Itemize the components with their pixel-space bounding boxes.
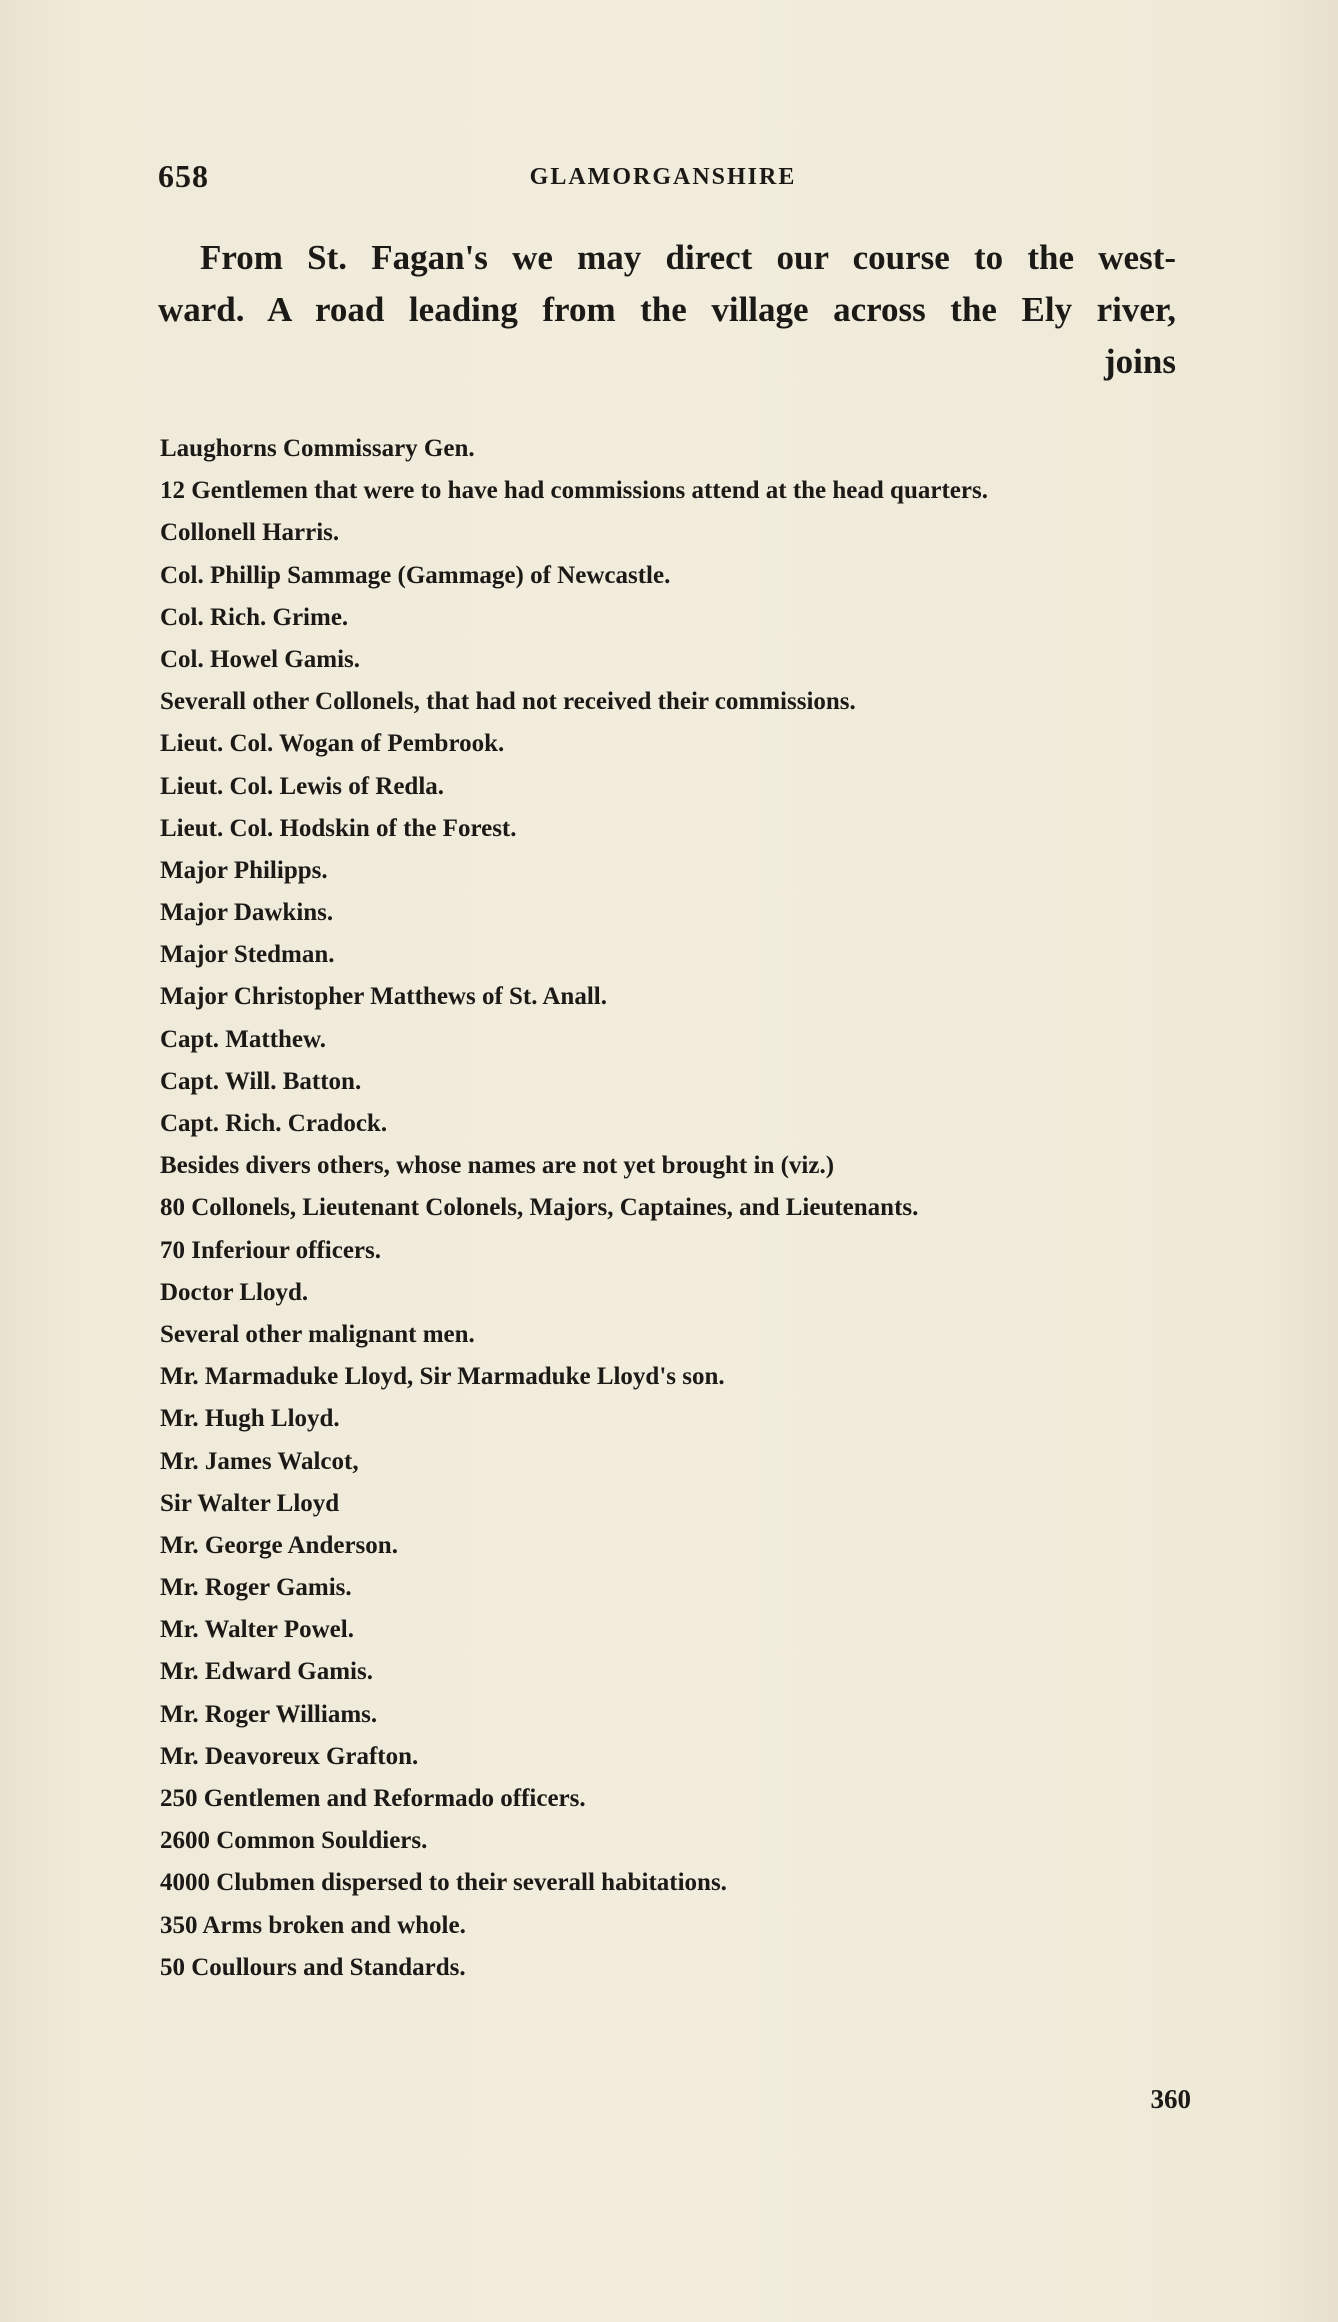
page-header xyxy=(158,158,1168,198)
list-item: 250 Gentlemen and Reformado officers. xyxy=(160,1785,586,1812)
list-item: Sir Walter Lloyd xyxy=(160,1489,340,1517)
list-item: Mr. Roger Gamis. xyxy=(160,1574,352,1602)
list-item: Mr. George Anderson. xyxy=(160,1531,398,1559)
list-item: Doctor Lloyd. xyxy=(160,1278,309,1306)
list-item: Mr. Roger Williams. xyxy=(160,1700,378,1728)
intro-line: joins xyxy=(1104,342,1176,381)
list-item: Mr. Deavoreux Grafton. xyxy=(160,1742,419,1770)
running-title: GLAMORGANSHIRE xyxy=(529,164,797,190)
list-item: Major Stedman. xyxy=(160,941,335,969)
list-item: Lieut. Col. Hodskin of the Forest. xyxy=(160,814,517,842)
list-item: Lieut. Col. Wogan of Pembrook. xyxy=(160,730,505,758)
list-item: Severall other Collonels, that had not received their commissions. xyxy=(160,688,856,716)
list-item: Laughorns Commissary Gen. xyxy=(160,435,475,462)
list-item: 350 Arms broken and whole. xyxy=(160,1911,466,1939)
list-item: Col. Rich. Grime. xyxy=(160,603,349,631)
list-item: 12 Gentlemen that were to have had commissions attend at the head quarters. xyxy=(160,477,988,505)
list-item: Capt. Rich. Cradock. xyxy=(160,1110,388,1137)
list-item: 80 Collonels, Lieutenant Colonels, Majors, Captaines, and Lieutenants. xyxy=(160,1194,919,1222)
page-number: 658 xyxy=(158,158,209,194)
list-item: 50 Coullours and Standards. xyxy=(160,1953,466,1981)
list-item: Mr. Edward Gamis. xyxy=(160,1658,373,1686)
list-item: Capt. Matthew. xyxy=(160,1025,326,1053)
list-item: Major Christopher Matthews of St. Anall. xyxy=(160,983,607,1011)
catchword: 360 xyxy=(1150,2084,1191,2114)
list-item: 70 Inferiour officers. xyxy=(160,1236,382,1264)
list-item: Besides divers others, whose names are not yet brought in (viz.) xyxy=(160,1152,835,1180)
list-item: Mr. Marmaduke Lloyd, Sir Marmaduke Lloyd's son. xyxy=(160,1363,725,1391)
list-item: Major Dawkins. xyxy=(160,899,334,927)
list-item: Major Philipps. xyxy=(160,856,328,884)
intro-line: From St. Fagan's we may direct our course to the west- xyxy=(200,238,1176,277)
list-item: Mr. James Walcot, xyxy=(160,1447,359,1475)
list-item: Col. Howel Gamis. xyxy=(160,645,360,673)
list-item: Capt. Will. Batton. xyxy=(160,1067,362,1095)
list-item: Collonell Harris. xyxy=(160,519,340,547)
intro-paragraph xyxy=(158,232,1176,388)
list-item: 4000 Clubmen dispersed to their severall habitations. xyxy=(160,1869,727,1897)
list-item: Mr. Hugh Lloyd. xyxy=(160,1405,340,1433)
list-item: Several other malignant men. xyxy=(160,1320,475,1348)
list-item: Mr. Walter Powel. xyxy=(160,1616,354,1644)
list-item: 2600 Common Souldiers. xyxy=(160,1827,428,1855)
list-item: Col. Phillip Sammage (Gammage) of Newcastle. xyxy=(160,561,671,589)
intro-line: ward. A road leading from the village across the Ely river, xyxy=(158,290,1176,329)
officer-list xyxy=(160,428,1190,1989)
list-item: Lieut. Col. Lewis of Redla. xyxy=(160,772,445,800)
